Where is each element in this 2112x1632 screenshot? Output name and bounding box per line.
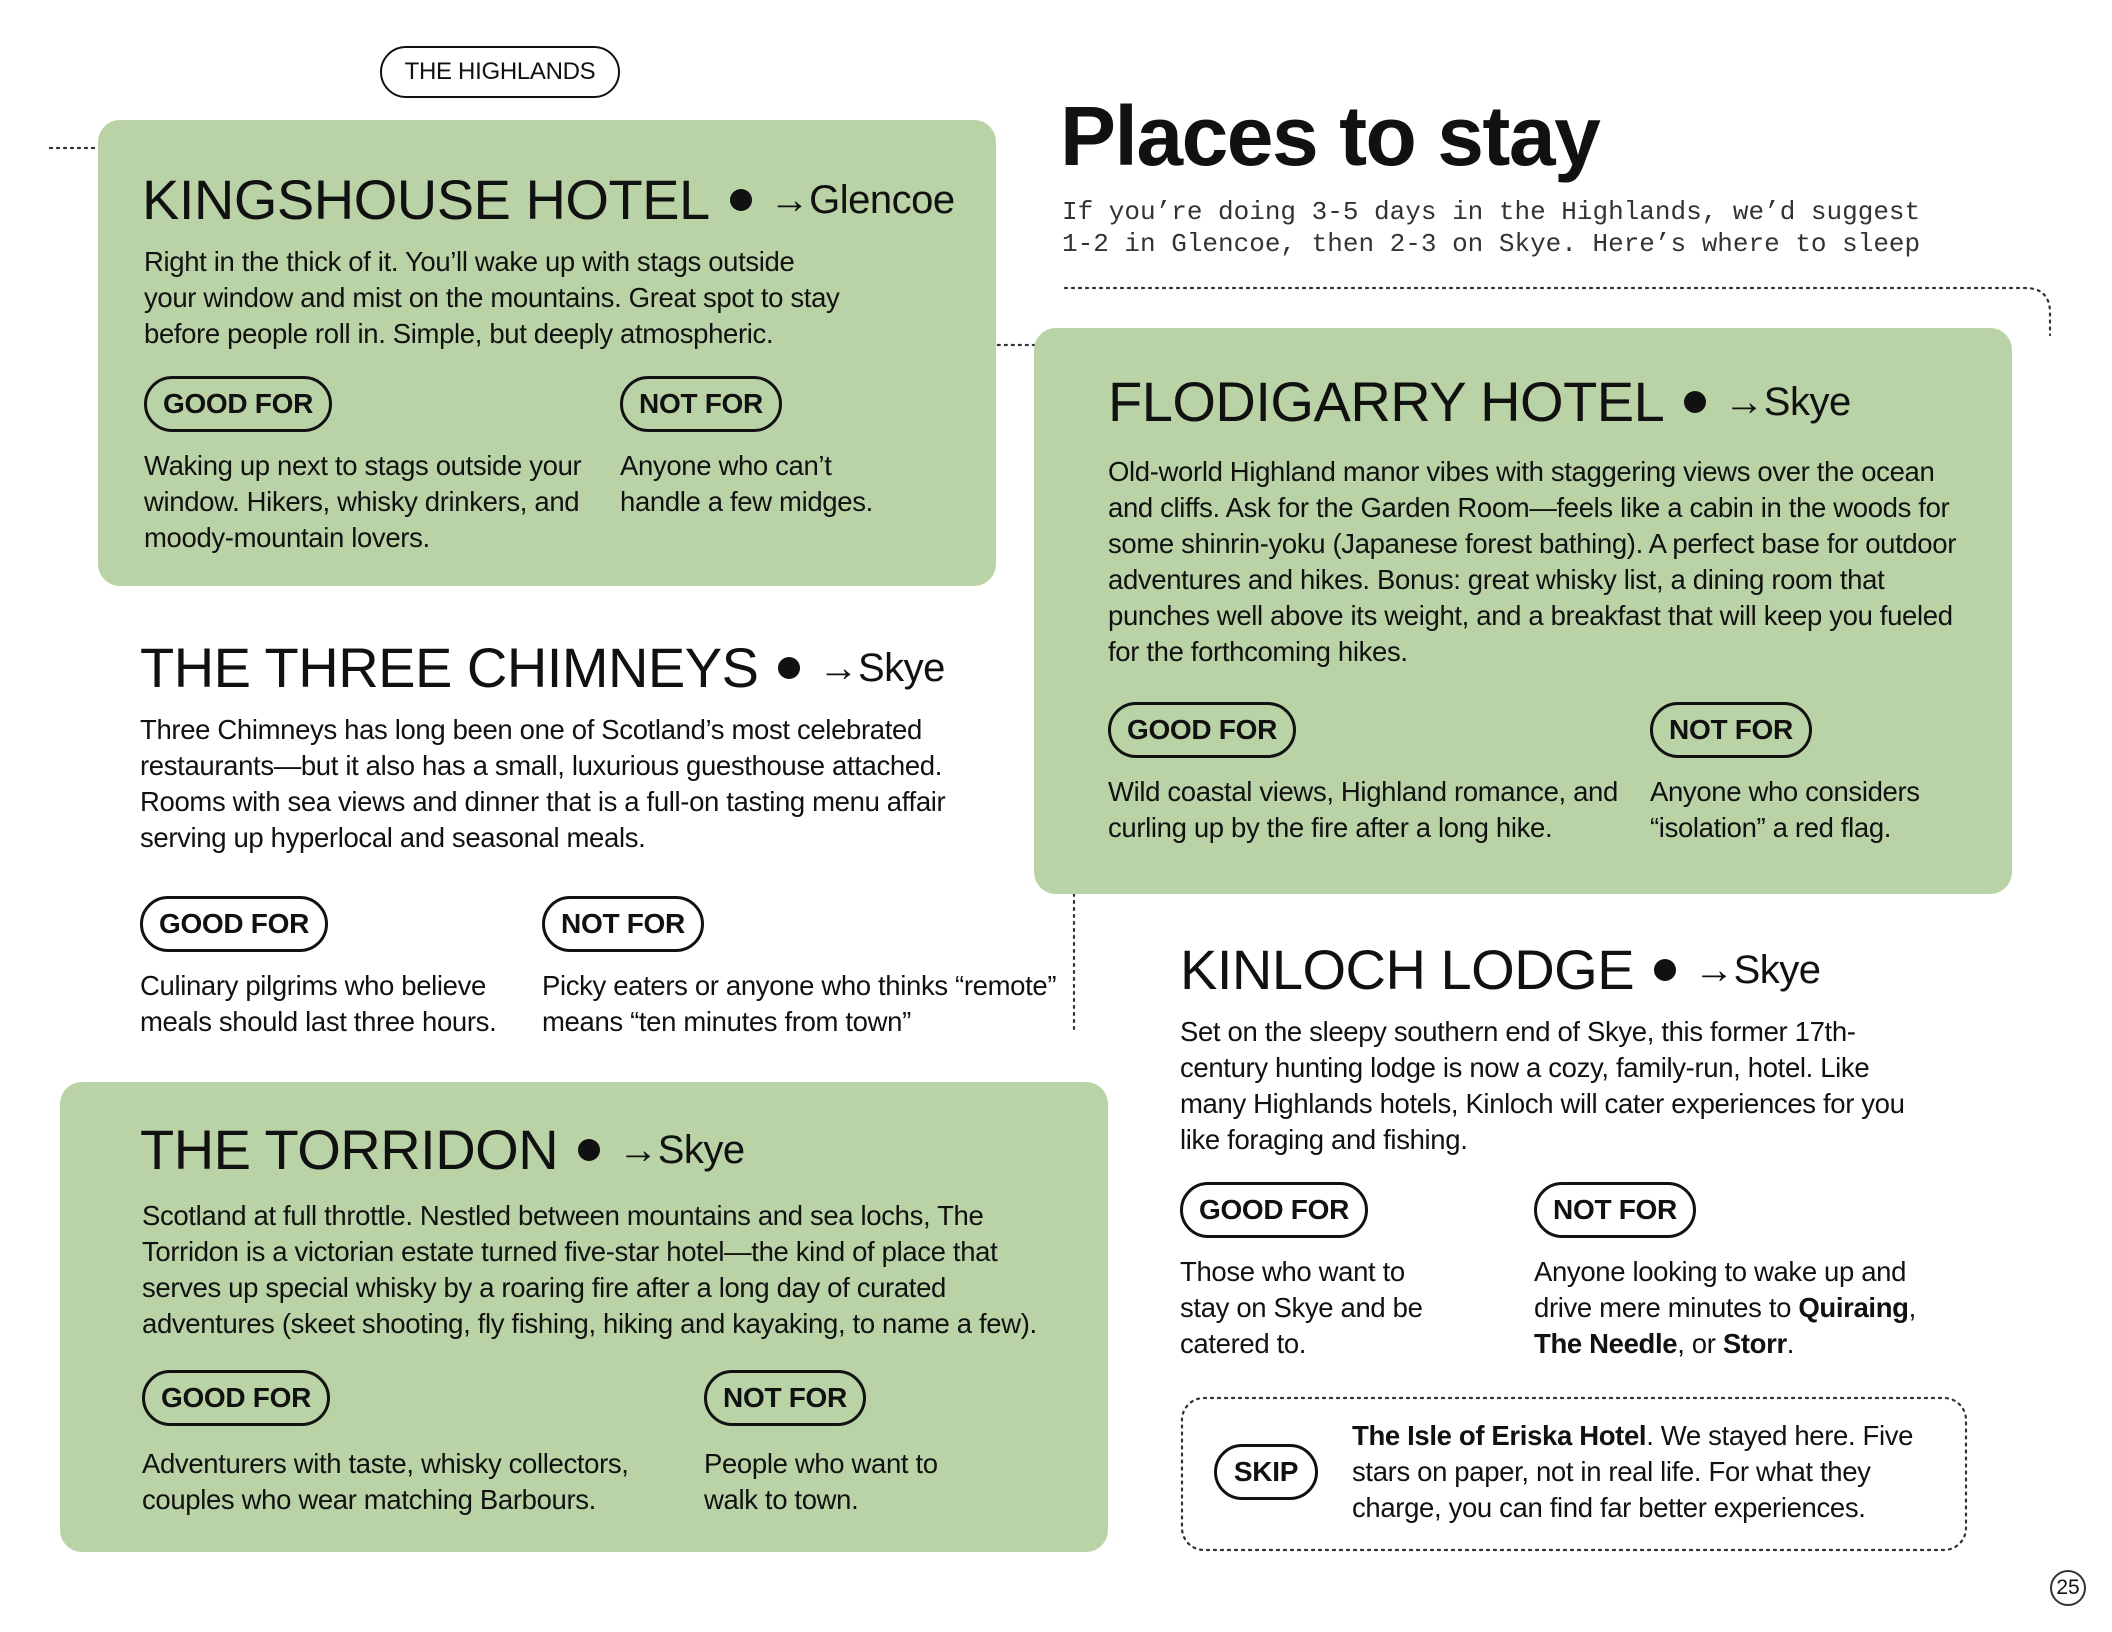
kinloch-good-for-badge [1180,1182,1368,1238]
skip-hotel-name: The Isle of Eriska Hotel [1352,1420,1647,1451]
torridon-name: THE TORRIDON [140,1118,559,1181]
kingshouse-good-for-text: Waking up next to stags outside your window. Hikers, whisky drinkers, and moody-mountain lovers. [144,450,582,553]
torridon-description: Scotland at full throttle. Nestled between mountains and sea lochs, The Torridon is a victorian estate turned five-star hotel—the kind of place that serves up special whisky by a roaring fire after a long day of curated adventures (skeet shooting, fly fishing, hiking and kayaking, to name a few). [142,1200,1037,1339]
torridon-good-for-text: Adventurers with taste, whisky collectors, couples who wear matching Barbours. [142,1448,629,1515]
torridon-good-for-badge [142,1370,330,1426]
not-for-label: NOT FOR [1669,714,1793,745]
three-chimneys-good-for-badge [140,896,328,952]
bullet-dot-icon [1654,959,1676,981]
intro-line-2: 1-2 in Glencoe, then 2-3 on Skye. Here’s where to sleep [1062,229,1921,259]
kingshouse-not-for-text: Anyone who can’t handle a few midges. [620,450,873,517]
intro-line-1: If you’re doing 3-5 days in the Highlands, we’d suggest [1062,197,1921,227]
three-chimneys-name: THE THREE CHIMNEYS [140,636,759,699]
torridon-not-for-badge [704,1370,866,1426]
bullet-dot-icon [730,189,752,211]
not-for-label: NOT FOR [1553,1194,1677,1225]
section-tag-text: THE HIGHLANDS [404,58,596,85]
page-number: 25 [2050,1570,2086,1606]
skip-label: SKIP [1233,1456,1299,1487]
section-tag [380,46,620,98]
good-for-label: GOOD FOR [160,1382,312,1413]
bullet-dot-icon [778,657,800,679]
three-chimneys-good-for-text: Culinary pilgrims who believe meals should last three hours. [140,970,497,1037]
skip-badge [1214,1444,1318,1500]
place-quiraing: Quiraing [1798,1292,1909,1323]
flodigarry-location: →Skye [1724,380,1851,424]
place-storr: Storr [1722,1328,1787,1359]
kingshouse-name: KINGSHOUSE HOTEL [142,168,710,231]
kinloch-not-for-text: Anyone looking to wake up and drive mere minutes to Quiraing, The Needle, or Storr. [1534,1256,1916,1359]
kinloch-description: Set on the sleepy southern end of Skye, this former 17th-century hunting lodge is now a cozy, family-run, hotel. Like many Highlands hotels, Kinloch will cater experiences for you like foraging and fishing. [1180,1016,1905,1155]
kinloch-good-for-text: Those who want to stay on Skye and be catered to. [1180,1256,1423,1359]
kingshouse-location: →Glencoe [769,178,955,222]
kingshouse-title [142,168,955,231]
not-for-label: NOT FOR [639,388,763,419]
good-for-label: GOOD FOR [1198,1194,1350,1225]
torridon-location: →Skye [618,1128,745,1172]
flodigarry-not-for-text: Anyone who considers “isolation” a red flag. [1650,776,1920,843]
flodigarry-title [1108,370,1851,433]
bullet-dot-icon [578,1139,600,1161]
kinloch-not-for-badge [1534,1182,1696,1238]
good-for-label: GOOD FOR [158,908,310,939]
torridon-not-for-text: People who want to walk to town. [704,1448,938,1515]
good-for-label: GOOD FOR [162,388,314,419]
torridon-title [140,1118,745,1181]
kinloch-name: KINLOCH LODGE [1180,938,1635,1001]
flodigarry-description: Old-world Highland manor vibes with staggering views over the ocean and cliffs. Ask for the Garden Room—feels like a cabin in the woods for some shinrin-yoku (Japanese forest bathing). A perfect base for outdoor adventures and hikes. Bonus: great whisky list, a dining room that punches well above its weight, and a breakfast that will keep you fueled for the forthcoming hikes. [1108,456,1957,667]
good-for-label: GOOD FOR [1126,714,1278,745]
place-the-needle: The Needle [1534,1328,1678,1359]
intro-text [1062,196,1920,260]
three-chimneys-title [140,636,945,699]
not-for-label: NOT FOR [723,1382,847,1413]
kingshouse-not-for-badge [620,376,782,432]
kingshouse-good-for-badge [144,376,332,432]
not-for-label: NOT FOR [561,908,685,939]
three-chimneys-not-for-badge [542,896,704,952]
flodigarry-good-for-badge [1108,702,1296,758]
flodigarry-good-for-text: Wild coastal views, Highland romance, and curling up by the fire after a long hike. [1108,776,1618,843]
bullet-dot-icon [1684,391,1706,413]
kinloch-location: →Skye [1694,948,1821,992]
three-chimneys-not-for-text: Picky eaters or anyone who thinks “remote” means “ten minutes from town” [542,970,1057,1037]
flodigarry-not-for-badge [1650,702,1812,758]
skip-text: The Isle of Eriska Hotel. We stayed here. Five stars on paper, not in real life. For what they charge, you can find far better experiences. [1352,1420,1914,1523]
kinloch-title [1180,938,1821,1001]
three-chimneys-location: →Skye [818,646,945,690]
kingshouse-description: Right in the thick of it. You’ll wake up with stags outside your window and mist on the mountains. Great spot to stay before people roll in. Simple, but deeply atmospheric. [144,246,840,349]
page-title: Places to stay [1060,89,1600,183]
flodigarry-name: FLODIGARRY HOTEL [1108,370,1665,433]
three-chimneys-description: Three Chimneys has long been one of Scotland’s most celebrated restaurants—but it also has a small, luxurious guesthouse attached. Rooms with sea views and dinner that is a full-on tasting menu affair serving up hyperlocal and seasonal meals. [140,714,946,853]
